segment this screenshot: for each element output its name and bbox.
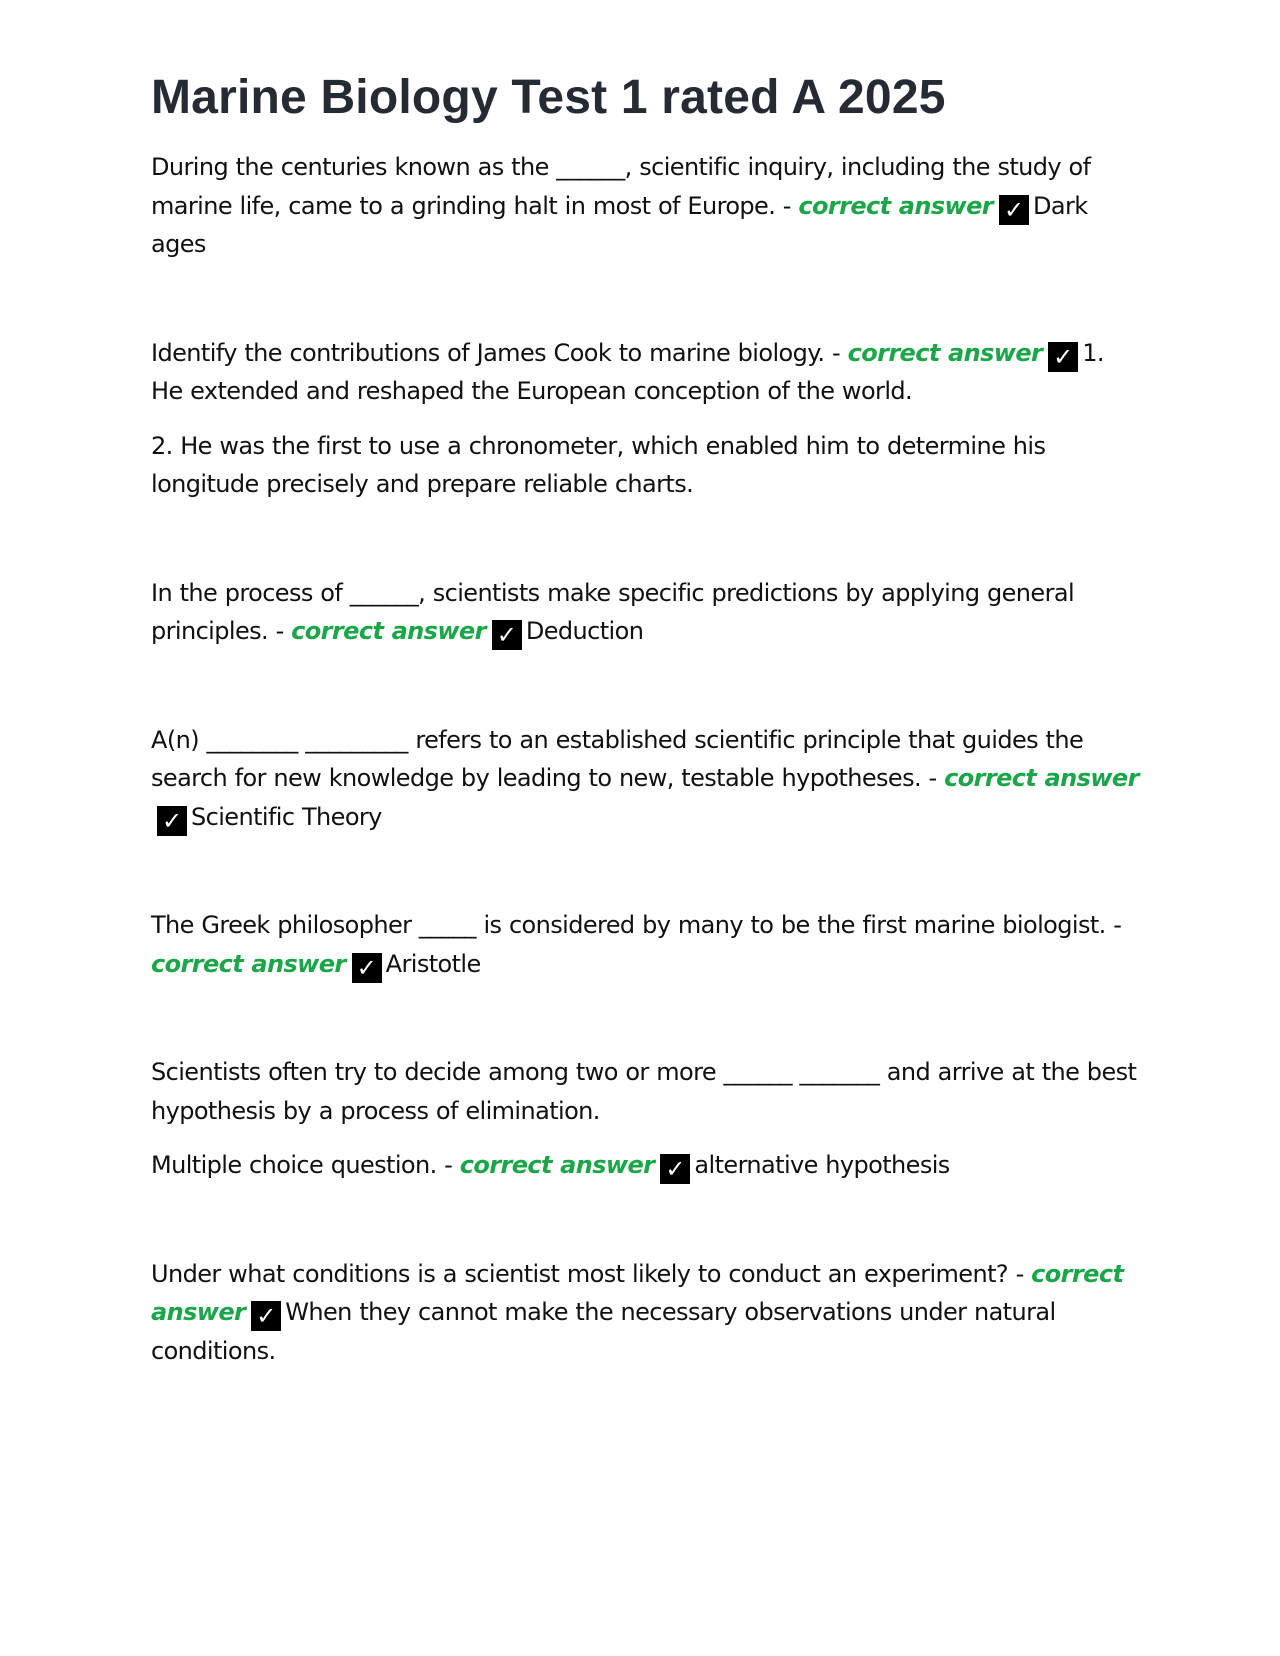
checkmark-icon: ✓: [999, 195, 1029, 225]
checkmark-icon: ✓: [352, 953, 382, 983]
answer-text: Dark ages: [151, 191, 1088, 258]
correct-answer-label: correct answer: [798, 191, 994, 220]
question-prompt: In the process of ______, scientists make specific predictions by applying general principles. -: [151, 578, 1075, 645]
answer-text: When they cannot make the necessary observations under natural conditions.: [151, 1298, 1056, 1365]
question-prompt: Under what conditions is a scientist most likely to conduct an experiment? -: [151, 1259, 1032, 1288]
answer-continuation: 2. He was the first to use a chronometer, which enabled him to determine his longitude precisely and prepare reliable charts.: [151, 431, 1046, 498]
answer-text: 1. He extended and reshaped the European conception of the world.: [151, 338, 1104, 405]
question-item: [151, 1255, 1141, 1371]
correct-answer-label: correct answer: [151, 1259, 1124, 1326]
question-prompt: Multiple choice question. -: [151, 1151, 460, 1179]
question-item: [151, 1053, 1141, 1185]
question-context: Scientists often try to decide among two or more ______ _______ and arrive at the best hypothesis by a process of elimination.: [151, 1058, 1137, 1125]
answer-text: Scientific Theory: [191, 802, 382, 831]
question-item: [151, 721, 1141, 837]
question-text: [151, 721, 1141, 837]
question-text: [151, 1255, 1141, 1371]
answer-text: alternative hypothesis: [694, 1151, 950, 1179]
question-item: [151, 334, 1141, 504]
question-item: [151, 906, 1141, 983]
question-text: [151, 574, 1141, 651]
correct-answer-label: correct answer: [151, 949, 346, 978]
question-item: [151, 574, 1141, 651]
correct-answer-label: correct answer: [459, 1151, 655, 1179]
question-prompt: During the centuries known as the ______, scientific inquiry, including the study of marine life, came to a grinding halt in most of Europe. -: [151, 153, 1091, 220]
checkmark-icon: ✓: [1048, 342, 1078, 372]
question-text: [151, 906, 1141, 983]
question-prompt: Identify the contributions of James Cook to marine biology. -: [151, 338, 848, 367]
correct-answer-label: correct answer: [944, 764, 1139, 792]
answer-text: Deduction: [525, 617, 644, 645]
question-text: [151, 334, 1141, 411]
checkmark-icon: ✓: [157, 806, 187, 836]
question-item: [151, 148, 1141, 264]
correct-answer-label: correct answer: [847, 338, 1043, 367]
document-page: [151, 68, 1141, 1370]
correct-answer-label: correct answer: [291, 617, 486, 645]
checkmark-icon: ✓: [251, 1301, 281, 1331]
checkmark-icon: ✓: [660, 1154, 690, 1184]
page-title: Marine Biology Test 1 rated A 2025: [151, 71, 946, 124]
question-text: [151, 148, 1141, 264]
question-text: [151, 1146, 1141, 1185]
question-prompt: A(n) ________ _________ refers to an established scientific principle that guides the search for new knowledge by leading to new, testable hypotheses. -: [151, 725, 1084, 792]
answer-text: Aristotle: [385, 949, 481, 978]
question-prompt: The Greek philosopher _____ is considered by many to be the first marine biologist. -: [151, 911, 1122, 939]
checkmark-icon: ✓: [492, 620, 522, 650]
